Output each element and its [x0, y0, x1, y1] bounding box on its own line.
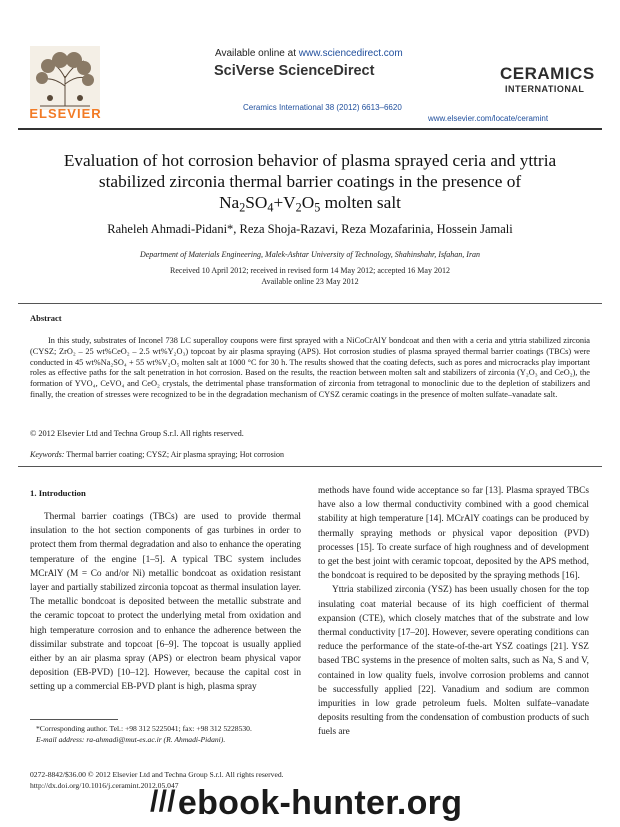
right-paragraph-1: methods have found wide acceptance so far [13]. Plasma sprayed TBCs have also a low thermal conductivity combined with a good chemical stability at high temperature [14]. MCrAlY coatings can be produced by thermally spraying methods or physical vapor deposition (PVD) processes [15]. To create surface of high roughness and of development to get the best joint with ceramic topcoat, deposited by the APS method, the bondcoat is required to be deposited by the spraying methods [16].	[318, 486, 589, 582]
header-rule	[18, 128, 602, 130]
watermark-slash-icon: ///	[150, 785, 176, 818]
article-title	[30, 150, 590, 213]
abstract-body: In this study, substrates of Inconel 738 LC superalloy coupons were first sprayed with a NiCoCrAlY bondcoat and then with a ceria and yttria stabilized zirconia (CYSZ; ZrO₂ – 25 wt%CeO₂ – 2.5 wt%Y₂O₃) topcoat by air plasma spraying (APS). Hot corrosion studies of plasma sprayed thermal barrier coatings (TBCs) were conducted in 45 wt%Na₂SO₄ + 55 wt%V₂O₅ molten salt at 1000 °C for 30 h. The results showed that the coating defects, such as pores and microcracks play important roles as effective paths for the salt penetration in hot corrosion. Based on the results, the reaction between molten salt and stabilizers of zirconia (Y₂O₃ and CeO₂), the formation of YVO₄, CeVO₄ and CeO₂ crystals, the detrimental phase transformation of zirconia from tetragonal to monoclinic due to the depletion of stabilizers and finally, the creation of stresses were recognized to be in the degradation mechanism of CYSZ ceramic coatings in the presence of molten sulfate–vanadate salt.	[30, 336, 590, 399]
title-line-2: stabilized zirconia thermal barrier coatings in the presence of	[98, 172, 522, 191]
online-date: Available online 23 May 2012	[261, 277, 359, 286]
section-heading: 1. Introduction	[30, 488, 86, 498]
issn-line: 0272-8842/$36.00 © 2012 Elsevier Ltd and Techna Group S.r.l. All rights reserved.	[30, 770, 284, 779]
footnote-rule	[30, 719, 118, 720]
sciencedirect-link[interactable]: www.sciencedirect.com	[298, 48, 403, 59]
title-line-3: $Na_2SO_4+V_2O_5$ molten salt	[219, 193, 401, 215]
article-dates	[30, 265, 590, 287]
available-prefix: Available online at	[215, 48, 299, 59]
watermark	[150, 784, 462, 823]
footnote-email: E-mail address: ra-ahmadi@mut-es.ac.ir (R. Ahmadi-Pidani).	[36, 734, 226, 744]
keywords-label: Keywords:	[30, 450, 65, 459]
watermark-text: ebook-hunter.org	[177, 784, 463, 822]
keywords-list: Thermal barrier coating; CYSZ; Air plasma spraying; Hot corrosion	[64, 450, 284, 459]
abstract-top-rule	[18, 303, 602, 304]
keywords	[30, 450, 284, 459]
intro-left-column: Thermal barrier coatings (TBCs) are used to provide thermal insulation to the hot section components of gas turbines in order to protect them from thermal degradation and also to enhance the operating temperature of the engine [1–5]. A typical TBC system includes MCrAlY (M = Co and/or Ni) metallic bondcoat as oxidation resistant layer and partially stabilized zirconia topcoat as thermal insulation layer. The metallic bondcoat is deposited between the metallic substrate and the ceramic topcoat to protect the underlying metal from oxidation and high temperature corrosion and to enhance the adherence between the dissimilar substrate and topcoat [6–9]. The topcoat is usually applied either by an air plasma spray (APS) or electron beam physical vapor deposition (EB-PVD) [10–12]. However, because the capital cost in setting up a commercial EB-PVD plant is high, plasma spray	[30, 512, 301, 693]
right-paragraph-2: Yttria stabilized zirconia (YSZ) has been usually chosen for the top insulating coat material because of its high coefficient of thermal expansion (CTE), which closely matches that of the substrate and low thermal conductivity [17–20]. However, severe operating conditions can reduce the performance of the state-of-the-art YSZ coatings [21]. YSZ based TBC systems in the presence of molten salts, such as Na, S and V, contained in low quality fuels, involve corrosion problems and cannot be successfully applied [22]. Vanadium and sodium are common impurities in low grade petroleum fuels. Molten sulfate–vanadate deposits resulting from the condensation of combustion products of such fuels are	[318, 585, 589, 738]
journal-logo-line1: CERAMICS	[500, 64, 595, 83]
intro-right-column	[318, 484, 589, 740]
affiliation: Department of Materials Engineering, Malek-Ashtar University of Technology, Shahinshahr, Isfahan, Iran	[139, 250, 481, 259]
elsevier-tree-logo	[30, 46, 100, 110]
title-line-1: Evaluation of hot corrosion behavior of plasma sprayed ceria and yttria	[63, 151, 557, 170]
available-online	[215, 48, 403, 59]
received-dates: Received 10 April 2012; received in revised form 14 May 2012; accepted 16 May 2012	[170, 266, 450, 275]
abstract-bottom-rule	[18, 466, 602, 467]
footnote	[30, 724, 305, 745]
abstract-heading: Abstract	[30, 313, 62, 323]
footnote-correspondence: *Corresponding author. Tel.: +98 312 5225041; fax: +98 312 5228530.	[36, 724, 252, 733]
publisher-name: ELSEVIER	[29, 106, 102, 121]
doi-line[interactable]: http://dx.doi.org/10.1016/j.ceramint.2012.05.047	[30, 780, 179, 790]
abstract-copyright: © 2012 Elsevier Ltd and Techna Group S.r.l. All rights reserved.	[30, 429, 244, 438]
authors: Raheleh Ahmadi-Pidani*, Reza Shoja-Razavi, Reza Mozafarinia, Hossein Jamali	[107, 222, 513, 236]
journal-logo-line2: INTERNATIONAL	[505, 84, 585, 94]
platform-name: SciVerse ScienceDirect	[214, 63, 375, 79]
journal-url-link[interactable]: www.elsevier.com/locate/ceramint	[428, 114, 549, 123]
journal-reference[interactable]: Ceramics International 38 (2012) 6613–6620	[243, 103, 402, 112]
